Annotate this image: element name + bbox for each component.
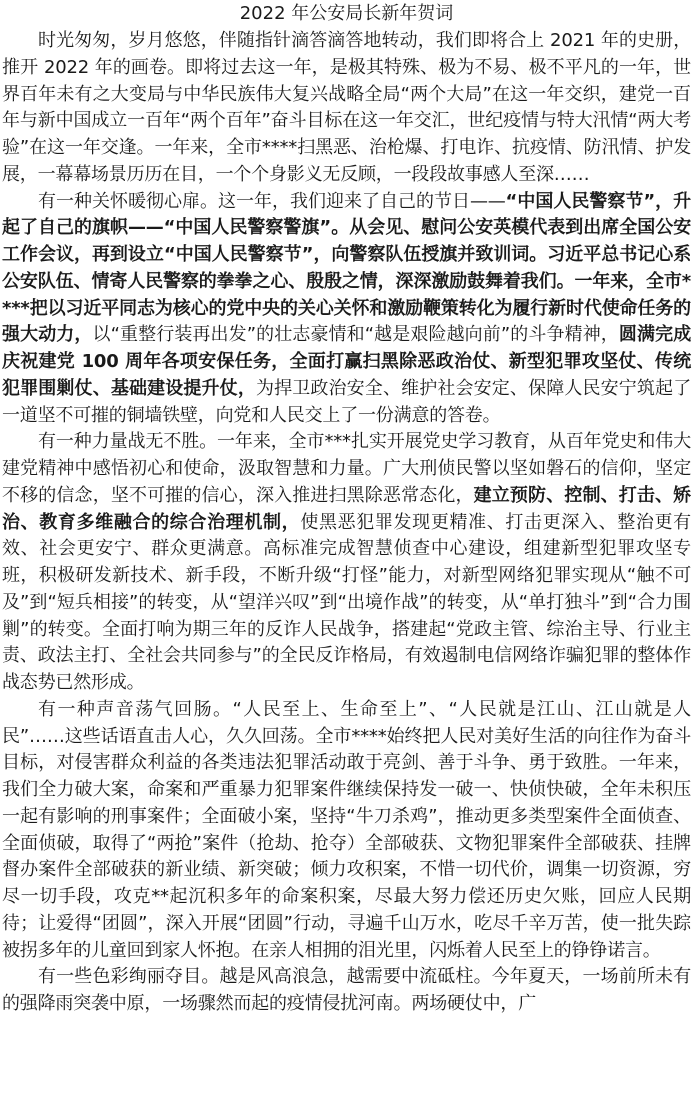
paragraph-3 (2, 429, 691, 697)
bold-text-segment: 圆满完成庆祝建党 100 周年各项安保任务，全面打赢扫黑除恶政治仗、新型犯罪攻坚仗、传统犯罪围剿仗、基础建设提升仗， (2, 324, 691, 399)
text-segment: 使黑恶犯罪发现更精准、打击更深入、整治更有效、社会更安宁、群众更满意。高标准完成智慧侦查中心建设，组建新型犯罪攻坚专班，积极研发新技术、新手段，不断升级“打怪”能力，对新型网络犯罪实现从“触不可及”到“短兵相接”的转变，从“望洋兴叹”到“出境作战”的转变，从“单打独斗”到“合力围剿”的转变。全面打响为期三年的反诈人民战争，搭建起“党政主管、综治主导、行业主责、政法主打、全社会共同参与”的全民反诈格局，有效遏制电信网络诈骗犯罪的整体作战态势已然形成。 (2, 511, 691, 693)
paragraph-1 (2, 28, 691, 189)
text-segment: 为捍卫政治安全、维护社会安定、保障人民安宁筑起了一道坚不可摧的铜墙铁壁，向党和人民交上了一份满意的答卷。 (2, 377, 691, 426)
bold-text-segment: “中国人民警察节”，升起了自己的旗帜——“中国人民警察警旗”。从会见、慰问公安英模代表到出席全国公安工作会议，再到设立“中国人民警察节”，向警察队伍授旗并致训词。习近平总书记心系公安队伍、情寄人民警察的拳拳之心、殷殷之情，深深激励鼓舞着我们。一年来，全市****把以习近平同志为核心的党中央的关心关怀和激励鞭策转化为履行新时代使命任务的强大动力， (2, 190, 691, 346)
text-segment: 有一种力量战无不胜。一年来，全市***扎实开展党史学习教育，从百年党史和伟大建党精神中感悟初心和使命，汲取智慧和力量。广大刑侦民警以坚如磐石的信仰，坚定不移的信念，坚不可摧的信心，深入推进扫黑除恶常态化， (2, 431, 691, 506)
document-title: 2022 年公安局长新年贺词 (239, 3, 454, 24)
paragraph-5 (2, 964, 691, 1018)
paragraph-2 (2, 189, 691, 430)
text-segment: 有一些色彩绚丽夺目。越是风高浪急，越需要中流砥柱。今年夏天，一场前所未有的强降雨突袭中原，一场骤然而起的疫情侵扰河南。两场硬仗中，广 (2, 966, 691, 1014)
paragraph-4 (2, 697, 691, 965)
bold-text-segment: 建立预防、控制、打击、矫治、教育多维融合的综合治理机制， (2, 484, 691, 533)
text-segment: 有一种关怀暖彻心扉。这一年，我们迎来了自己的节日—— (38, 190, 506, 212)
text-segment: 时光匆匆，岁月悠悠，伴随指针滴答滴答地转动，我们即将合上 2021 年的史册，推开 2022 年的画卷。即将过去这一年，是极其特殊、极为不易、极不平凡的一年，世界百年未有之大变局与中华民族伟大复兴战略全局“两个大局”在这一年交织，建党一百年与新中国成立一百年“两个百年”奋斗目标在这一年交汇，世纪疫情与特大汛情“两大考验”在这一年交逢。一年来，全市****扫黑恶、治枪爆、打电诈、抗疫情、防汛情、护发展，一幕幕场景历历在目，一个个身影义无反顾，一段段故事感人至深…… (2, 30, 691, 185)
text-segment: 以“重整行装再出发”的壮志豪情和“越是艰险越向前”的斗争精神， (92, 324, 619, 346)
text-segment: 有一种声音荡气回肠。“人民至上、生命至上”、“人民就是江山、江山就是人民”……这些话语直击人心，久久回荡。全市****始终把人民对美好生活的向往作为奋斗目标，对侵害群众利益的各类违法犯罪活动敢于亮剑、善于斗争、勇于致胜。一年来，我们全力破大案，命案和严重暴力犯罪案件继续保持发一破一、快侦快破，全年未积压一起有影响的刑事案件；全面破小案，坚持“牛刀杀鸡”，推动更多类型案件全面侦查、全面侦破，取得了“两抢”案件（抢劫、抢夺）全部破获、文物犯罪案件全部破获、挂牌督办案件全部破获的新业绩、新突破；倾力攻积案，不惜一切代价，调集一切资源，穷尽一切手段，攻克**起沉积多年的命案积案，尽最大努力偿还历史欠账，回应人民期待；让爱得“团圆”，深入开展“团圆”行动，寻遍千山万水，吃尽千辛万苦，使一批失踪被拐多年的儿童回到家人怀抱。在亲人相拥的泪光里，闪烁着人民至上的铮铮诺言。 (2, 698, 691, 961)
